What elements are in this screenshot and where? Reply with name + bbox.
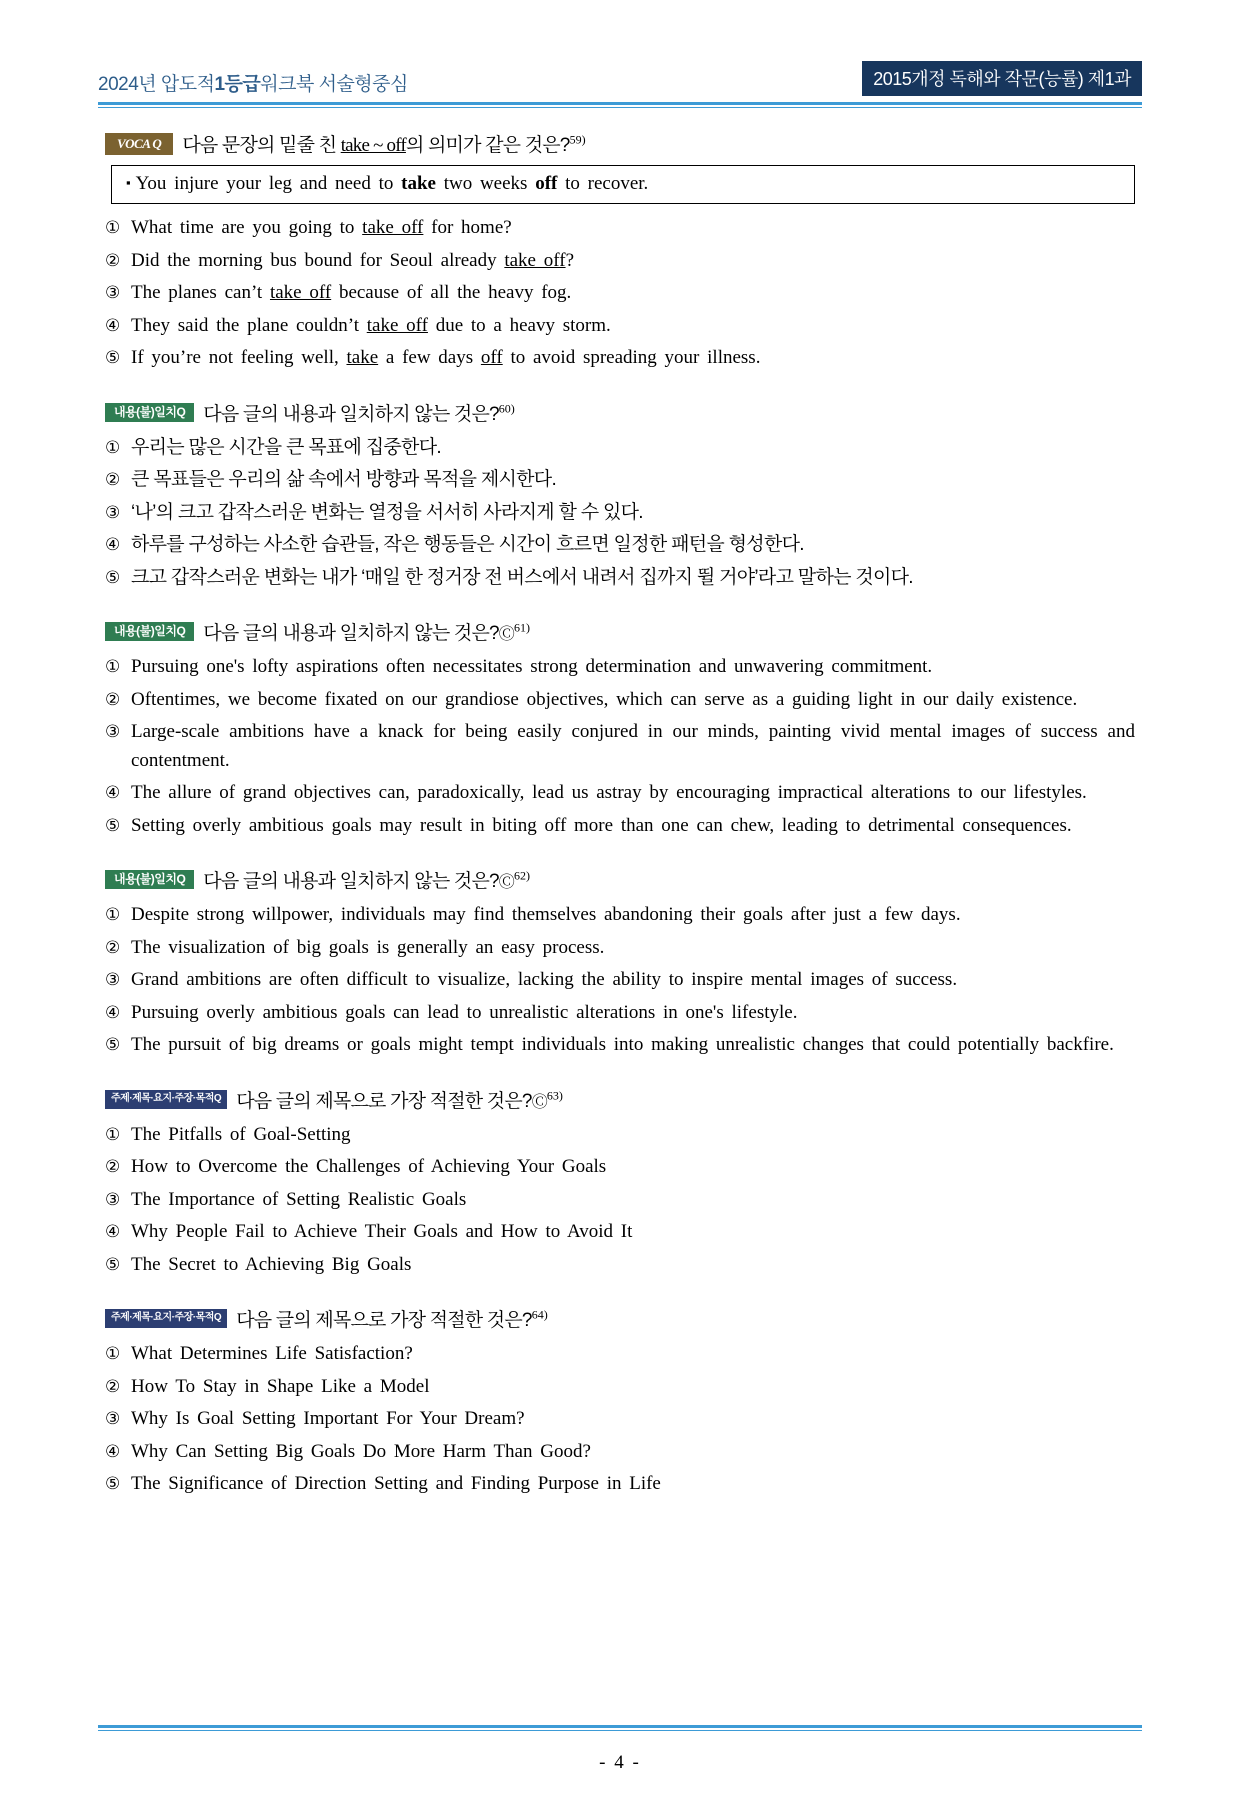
- choice-number: ④: [105, 1002, 121, 1022]
- question-block-61: [105, 618, 1135, 840]
- list-item[interactable]: [105, 1186, 1135, 1215]
- choice-number: ③: [105, 502, 121, 522]
- choice-number: ⑤: [105, 1474, 121, 1493]
- list-item[interactable]: [105, 1470, 1135, 1499]
- page-header: [98, 62, 1142, 96]
- choice-number: ①: [105, 218, 121, 237]
- choice-number: ②: [105, 250, 121, 270]
- bullet-icon: ▪: [126, 175, 131, 190]
- list-item[interactable]: [105, 1031, 1135, 1060]
- question-prompt: 다음 글의 제목으로 가장 적절한 것은?Ⓒ$^{63)}$: [236, 1088, 563, 1112]
- question-note: 62): [513, 868, 530, 883]
- choice-text: Why Can Setting Big Goals Do More Harm Than Good?: [131, 1440, 591, 1462]
- header-right-badge: 2015개정 독해와 작문(능률) 제1과: [862, 61, 1142, 96]
- list-item[interactable]: [105, 653, 1135, 682]
- question-marker: Ⓒ: [498, 626, 514, 643]
- list-item[interactable]: [105, 531, 1135, 560]
- list-item[interactable]: [105, 1121, 1135, 1150]
- choice-text: Despite strong willpower, individuals may find themselves abandoning their goals after just a few days.: [131, 904, 961, 925]
- choice-number: ②: [105, 937, 121, 957]
- choice-text: If you’re not feeling well, take a few days off to avoid spreading your illness.: [131, 347, 761, 368]
- choice-text: Setting overly ambitious goals may result in biting off more than one can chew, leading to detrimental consequences.: [131, 814, 1072, 836]
- choice-text: Pursuing one's lofty aspirations often necessitates strong determination and unwavering commitment.: [131, 656, 933, 677]
- question-note: 60): [498, 401, 515, 416]
- choice-number: ①: [105, 657, 121, 676]
- question-note: 61): [513, 620, 530, 635]
- list-item[interactable]: [105, 1218, 1135, 1247]
- header-left-title: 2024년 압도적1등급워크북 서술형중심: [98, 74, 408, 95]
- list-item[interactable]: [105, 779, 1135, 808]
- choice-text: Oftentimes, we become fixated on our grandiose objectives, which can serve as a guiding light in our daily existence.: [131, 688, 1078, 710]
- question-block-59: [105, 130, 1135, 373]
- choice-number: ③: [105, 1409, 121, 1428]
- question-prompt: 다음 글의 내용과 일치하지 않는 것은?Ⓒ$^{61)}$: [203, 620, 530, 644]
- choice-text: ‘나’의 크고 갑작스러운 변화는 열정을 서서히 사라지게 할 수 있다.: [131, 501, 643, 523]
- list-item[interactable]: [105, 901, 1135, 930]
- question-note: 64): [531, 1307, 548, 1322]
- page-number: - 4 -: [599, 1752, 641, 1773]
- list-item[interactable]: [105, 214, 1135, 243]
- choice-text: What Determines Life Satisfaction?: [131, 1343, 413, 1364]
- list-item[interactable]: [105, 312, 1135, 341]
- question-prompt: 다음 문장의 밑줄 친 take ~ off의 의미가 같은 것은?$^{59)}$: [182, 132, 586, 156]
- list-item[interactable]: [105, 1251, 1135, 1280]
- choice-text: The Significance of Direction Setting and Finding Purpose in Life: [131, 1473, 661, 1494]
- question-header: [105, 130, 1135, 157]
- choice-number: ④: [105, 315, 121, 335]
- question-prompt: 다음 글의 제목으로 가장 적절한 것은?$^{64)}$: [236, 1307, 548, 1331]
- question-header: [105, 618, 1135, 645]
- question-header: [105, 1305, 1135, 1332]
- choice-text: How to Overcome the Challenges of Achieving Your Goals: [131, 1156, 607, 1177]
- choice-text: Pursuing overly ambitious goals can lead to unrealistic alterations in one's lifestyle.: [131, 1001, 798, 1023]
- choice-text: What time are you going to take off for home?: [131, 217, 512, 238]
- choice-number: ②: [105, 470, 121, 489]
- choice-text: Grand ambitions are often difficult to visualize, lacking the ability to inspire mental images of success.: [131, 969, 958, 990]
- list-item[interactable]: [105, 1405, 1135, 1434]
- choice-number: ⑤: [105, 567, 121, 587]
- choice-number: ⑤: [105, 815, 121, 835]
- list-item[interactable]: [105, 812, 1135, 841]
- choice-text: 하루를 구성하는 사소한 습관들, 작은 행동들은 시간이 흐르면 일정한 패턴을 형성한다.: [131, 534, 804, 555]
- header-divider-thin: [98, 107, 1142, 108]
- choice-text: Why People Fail to Achieve Their Goals and How to Avoid It: [131, 1221, 633, 1242]
- list-item[interactable]: [105, 686, 1135, 715]
- choice-number: ⑤: [105, 1035, 121, 1054]
- choice-number: ②: [105, 1157, 121, 1176]
- choice-text: 우리는 많은 시간을 큰 목표에 집중한다.: [131, 436, 441, 458]
- choice-number: ①: [105, 905, 121, 924]
- choice-number: ④: [105, 535, 121, 554]
- question-prompt-term: take ~ off: [340, 135, 406, 156]
- question-note: 59): [569, 132, 586, 147]
- choice-text: They said the plane couldn’t take off due to a heavy storm.: [131, 314, 611, 336]
- choice-text: Large-scale ambitions have a knack for being easily conjured in our minds, painting vivid mental images of success and contentment.: [131, 721, 1135, 771]
- list-item[interactable]: [105, 1373, 1135, 1402]
- choice-list: [105, 1121, 1135, 1280]
- choice-text: 크고 갑작스러운 변화는 내가 ‘매일 한 정거장 전 버스에서 내려서 집까지 뛸 거야’라고 말하는 것이다.: [131, 566, 913, 588]
- choice-text: How To Stay in Shape Like a Model: [131, 1375, 430, 1397]
- choice-text: The Importance of Setting Realistic Goals: [131, 1188, 467, 1210]
- choice-text: 큰 목표들은 우리의 삶 속에서 방향과 목적을 제시한다.: [131, 469, 557, 490]
- choice-list: [105, 653, 1135, 840]
- choice-text: Why Is Goal Setting Important For Your Dream?: [131, 1408, 525, 1429]
- choice-number: ⑤: [105, 1254, 121, 1274]
- choice-text: The allure of grand objectives can, paradoxically, lead us astray by encouraging impractical alterations to our lifestyles.: [131, 782, 1087, 803]
- choice-number: ①: [105, 1344, 121, 1363]
- list-item[interactable]: [105, 564, 1135, 593]
- question-prompt: 다음 글의 내용과 일치하지 않는 것은?$^{60)}$: [203, 401, 515, 425]
- choice-text: Did the morning bus bound for Seoul already take off?: [131, 249, 574, 271]
- choice-text: The pursuit of big dreams or goals might tempt individuals into making unrealistic changes that could potentially backfire.: [131, 1034, 1114, 1055]
- list-item[interactable]: [105, 1340, 1135, 1369]
- choice-list: [105, 214, 1135, 373]
- question-header: [105, 399, 1135, 426]
- question-block-63: [105, 1086, 1135, 1280]
- choice-list: [105, 1340, 1135, 1499]
- choice-text: The visualization of big goals is generally an easy process.: [131, 936, 605, 958]
- choice-number: ④: [105, 783, 121, 802]
- passage-box: ▪ You injure your leg and need to take two weeks off to recover.: [111, 165, 1135, 204]
- question-block-62: [105, 866, 1135, 1060]
- question-header: [105, 1086, 1135, 1113]
- choice-number: ②: [105, 1376, 121, 1396]
- choice-number: ③: [105, 283, 121, 302]
- list-item[interactable]: [105, 966, 1135, 995]
- question-marker: Ⓒ: [498, 874, 514, 891]
- document-content: [105, 130, 1135, 1499]
- question-block-60: [105, 399, 1135, 593]
- choice-number: ①: [105, 437, 121, 457]
- question-note: 63): [546, 1088, 563, 1103]
- question-header: [105, 866, 1135, 893]
- choice-number: ③: [105, 1189, 121, 1209]
- question-tag-content-match: 내용(불)일치Q: [105, 870, 194, 889]
- list-item[interactable]: [105, 247, 1135, 276]
- list-item[interactable]: [105, 466, 1135, 495]
- choice-text: The planes can’t take off because of all the heavy fog.: [131, 282, 572, 303]
- question-tag-content-match: 내용(불)일치Q: [105, 403, 194, 422]
- question-prompt: 다음 글의 내용과 일치하지 않는 것은?Ⓒ$^{62)}$: [203, 868, 530, 892]
- list-item[interactable]: [105, 434, 1135, 463]
- choice-number: ③: [105, 722, 121, 741]
- choice-number: ⑤: [105, 348, 121, 367]
- choice-list: [105, 434, 1135, 593]
- choice-text: The Secret to Achieving Big Goals: [131, 1253, 412, 1275]
- question-block-64: [105, 1305, 1135, 1499]
- list-item[interactable]: [105, 934, 1135, 963]
- question-tag-title-topic: 주제·제목·요지·주장·목적Q: [105, 1090, 227, 1109]
- choice-number: ②: [105, 689, 121, 709]
- question-marker: Ⓒ: [531, 1093, 547, 1111]
- choice-text: The Pitfalls of Goal-Setting: [131, 1123, 351, 1145]
- list-item[interactable]: [105, 1153, 1135, 1182]
- list-item[interactable]: [105, 718, 1135, 775]
- list-item[interactable]: [105, 344, 1135, 373]
- choice-list: [105, 901, 1135, 1060]
- list-item[interactable]: [105, 499, 1135, 528]
- choice-number: ③: [105, 970, 121, 989]
- question-tag-voca: VOCA Q: [105, 133, 173, 155]
- choice-number: ④: [105, 1441, 121, 1461]
- choice-number: ①: [105, 1124, 121, 1144]
- list-item[interactable]: [105, 1438, 1135, 1467]
- footer-divider: [98, 1725, 1142, 1728]
- list-item[interactable]: [105, 279, 1135, 308]
- list-item[interactable]: [105, 999, 1135, 1028]
- choice-number: ④: [105, 1222, 121, 1241]
- header-divider: [98, 102, 1142, 105]
- footer-divider-thin: [98, 1730, 1142, 1731]
- question-tag-content-match: 내용(불)일치Q: [105, 622, 194, 641]
- document-page: [0, 62, 1240, 1814]
- question-tag-title-topic: 주제·제목·요지·주장·목적Q: [105, 1309, 227, 1328]
